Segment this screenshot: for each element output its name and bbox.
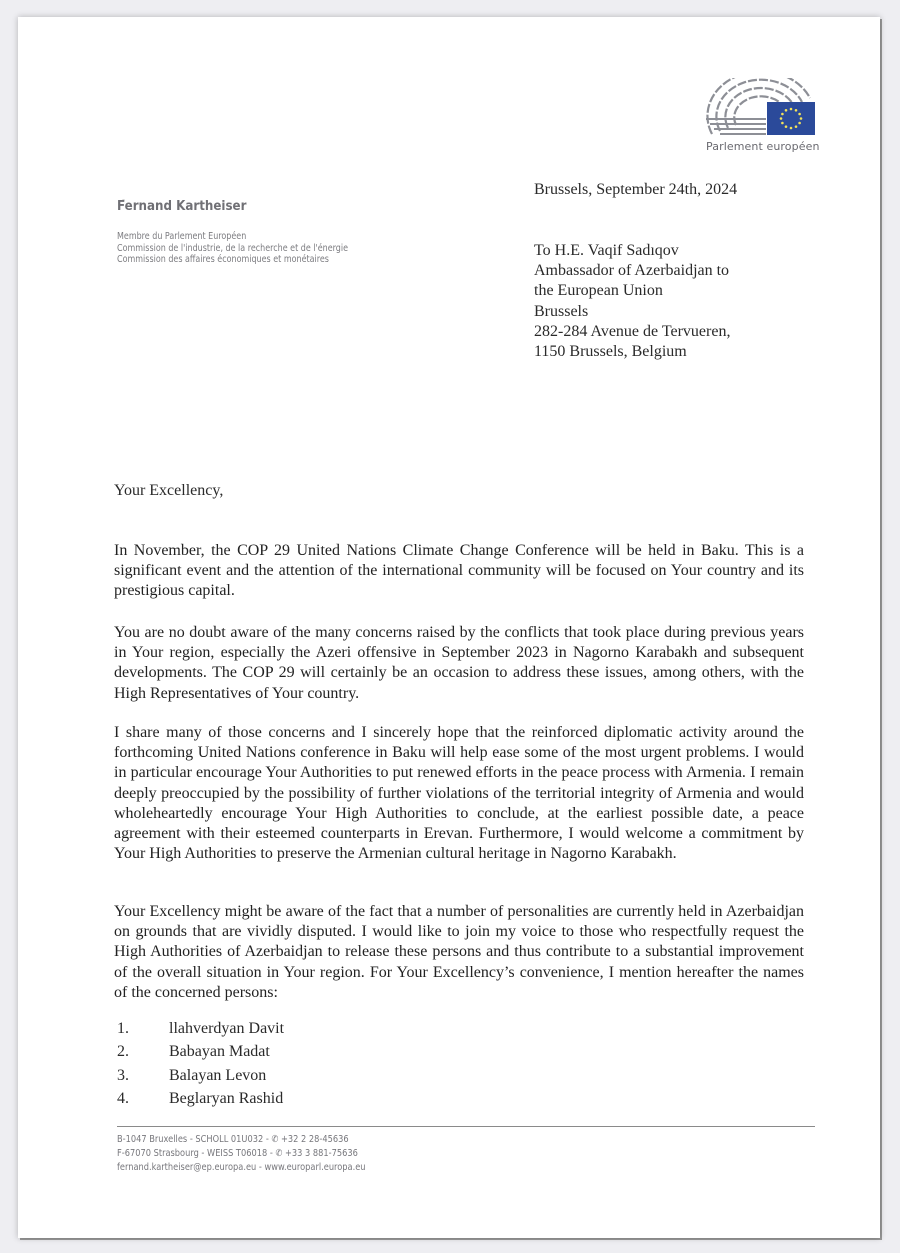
address-line: the European Union [534, 282, 663, 300]
phone-icon: ✆ [275, 1147, 283, 1159]
list-item [117, 1090, 284, 1113]
footer-contact: fernand.kartheiser@ep.europa.eu - www.europarl.europa.eu [117, 1161, 366, 1173]
list-number: 1. [117, 1020, 129, 1037]
body-paragraph: Your Excellency might be aware of the fact that a number of personalities are currently held in Azerbaidjan on grounds that are vividly disputed. I would like to join my voice to those who respectfully request the High Authorities of Azerbaidjan to release these persons and thus contribute to a substantial improvement of the overall situation in Your region. For Your Excellency’s convenience, I mention hereafter the names of the concerned persons: [114, 903, 804, 1001]
body-paragraph: You are no doubt aware of the many concerns raised by the conflicts that took place during previous years in Your region, especially the Azeri offensive in September 2023 in Nagorno Karabakh and subsequent developments. The COP 29 will certainly be an occasion to address these issues, among others, with the High Representatives of Your country. [114, 624, 804, 702]
sender-line: Commission des affaires économiques et monétaires [117, 254, 329, 266]
recipient-address [534, 241, 730, 362]
sender-line: Membre du Parlement Européen [117, 231, 247, 242]
address-line: Brussels [534, 302, 589, 320]
person-name: llahverdyan Davit [169, 1020, 285, 1037]
address-line: To H.E. Vaqif Sadıqov [534, 242, 679, 259]
body-paragraph: In November, the COP 29 United Nations Climate Change Conference will be held in Baku. This is a significant event and the attention of the international community will be focused on Your country and its prestigious capital. [114, 542, 804, 600]
footer-strasbourg-address: F-67070 Strasbourg - WEISS T06018 - [117, 1147, 276, 1159]
detainee-list [117, 1020, 284, 1113]
sender-affiliations [117, 231, 348, 266]
list-number: 3. [117, 1066, 129, 1084]
address-line: 282-284 Avenue de Tervueren, [534, 322, 731, 340]
letterhead-footer [117, 1133, 366, 1174]
footer-divider [117, 1126, 815, 1127]
address-line: 1150 Brussels, Belgium [534, 343, 687, 361]
letter-date: Brussels, September 24th, 2024 [534, 181, 738, 198]
footer-brussels-address: B-1047 Bruxelles - SCHOLL 01U032 - [117, 1134, 272, 1145]
list-number: 4. [117, 1089, 129, 1107]
address-line: Ambassador of Azerbaidjan to [534, 262, 730, 280]
list-item [117, 1067, 284, 1090]
person-name: Beglaryan Rashid [169, 1089, 284, 1107]
person-name: Babayan Madat [169, 1043, 270, 1061]
phone-icon: ✆ [271, 1134, 279, 1145]
list-item [117, 1020, 284, 1043]
salutation: Your Excellency, [114, 482, 224, 499]
logo-label: Parlement européen [706, 140, 820, 153]
sender-line: Commission de l'industrie, de la recherche et de l'énergie [117, 242, 348, 254]
footer-brussels [117, 1133, 366, 1147]
footer-brussels-phone: +32 2 28-45636 [281, 1134, 349, 1145]
sender-name: Fernand Kartheiser [117, 198, 247, 214]
list-number: 2. [117, 1043, 129, 1061]
body-paragraph: I share many of those concerns and I sincerely hope that the reinforced diplomatic activity around the forthcoming United Nations conference in Baku will help ease some of the most urgent problems. I would in particular encourage Your Authorities to put renewed efforts in the peace process with Armenia. I remain deeply preoccupied by the possibility of further violations of the territorial integrity of Armenia and would wholeheartedly encourage Your High Authorities to conclude, at the earliest possible date, a peace agreement with their esteemed counterparts in Erevan. Furthermore, I would welcome a commitment by Your High Authorities to preserve the Armenian cultural heritage in Nagorno Karabakh. [114, 724, 804, 863]
person-name: Balayan Levon [169, 1066, 267, 1084]
list-item [117, 1043, 284, 1066]
footer-strasbourg [117, 1147, 366, 1161]
footer-strasbourg-phone: +33 3 881-75636 [285, 1147, 358, 1159]
